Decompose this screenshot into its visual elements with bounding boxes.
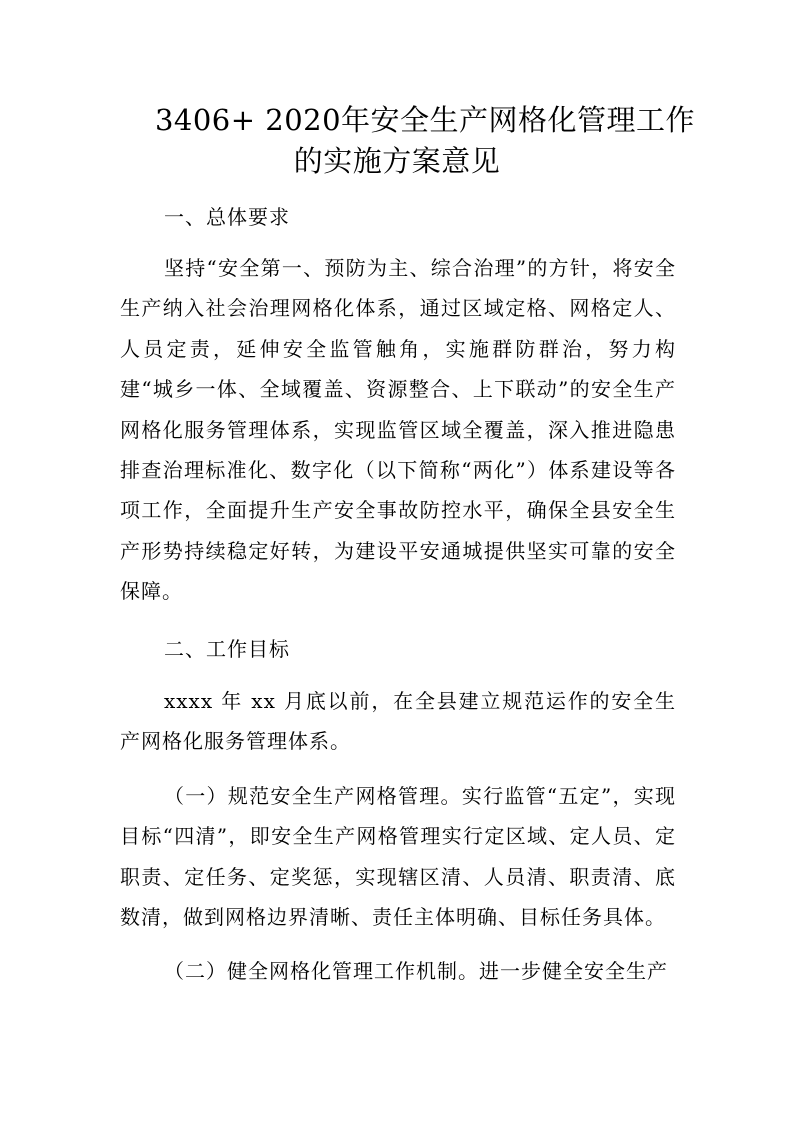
- document-title-line-2: 的实施方案意见: [293, 144, 501, 178]
- section-heading-general-requirements: 一、总体要求: [164, 205, 290, 229]
- section-paragraph-general-requirements: 坚持“安全第一、预防为主、综合治理”的方针，将安全生产纳入社会治理网格化体系，通过区域定格、网格定人、人员定责，延伸安全监管触角，实施群防群治，努力构建“城乡一体、全域覆盖、资源整合、上下联动”的安全生产网格化服务管理体系，实现监管区域全覆盖，深入推进隐患排查治理标准化、数字化（以下简称“两化”）体系建设等各项工作，全面提升生产安全事故防控水平，确保全县安全生产形势持续稳定好转，为建设平安通城提供坚实可靠的安全保障。: [120, 256, 676, 604]
- section-heading-work-goals: 二、工作目标: [164, 637, 290, 661]
- section-paragraph-work-goals: xxxx 年 xx 月底以前，在全县建立规范运作的安全生产网格化服务管理体系。: [120, 689, 676, 754]
- list-item-paragraph-standardize-grid: （一）规范安全生产网格管理。实行监管“五定”，实现目标“四清”，即安全生产网格管理实行定区域、定人员、定职责、定任务、定奖惩，实现辖区清、人员清、职责清、底数清，做到网格边界清晰、责任主体明确、目标任务具体。: [120, 784, 676, 930]
- document-title-line-1: 3406+ 2020年安全生产网格化管理工作: [154, 103, 696, 137]
- list-item-paragraph-improve-mechanism: （二）健全网格化管理工作机制。进一步健全安全生产: [164, 959, 668, 983]
